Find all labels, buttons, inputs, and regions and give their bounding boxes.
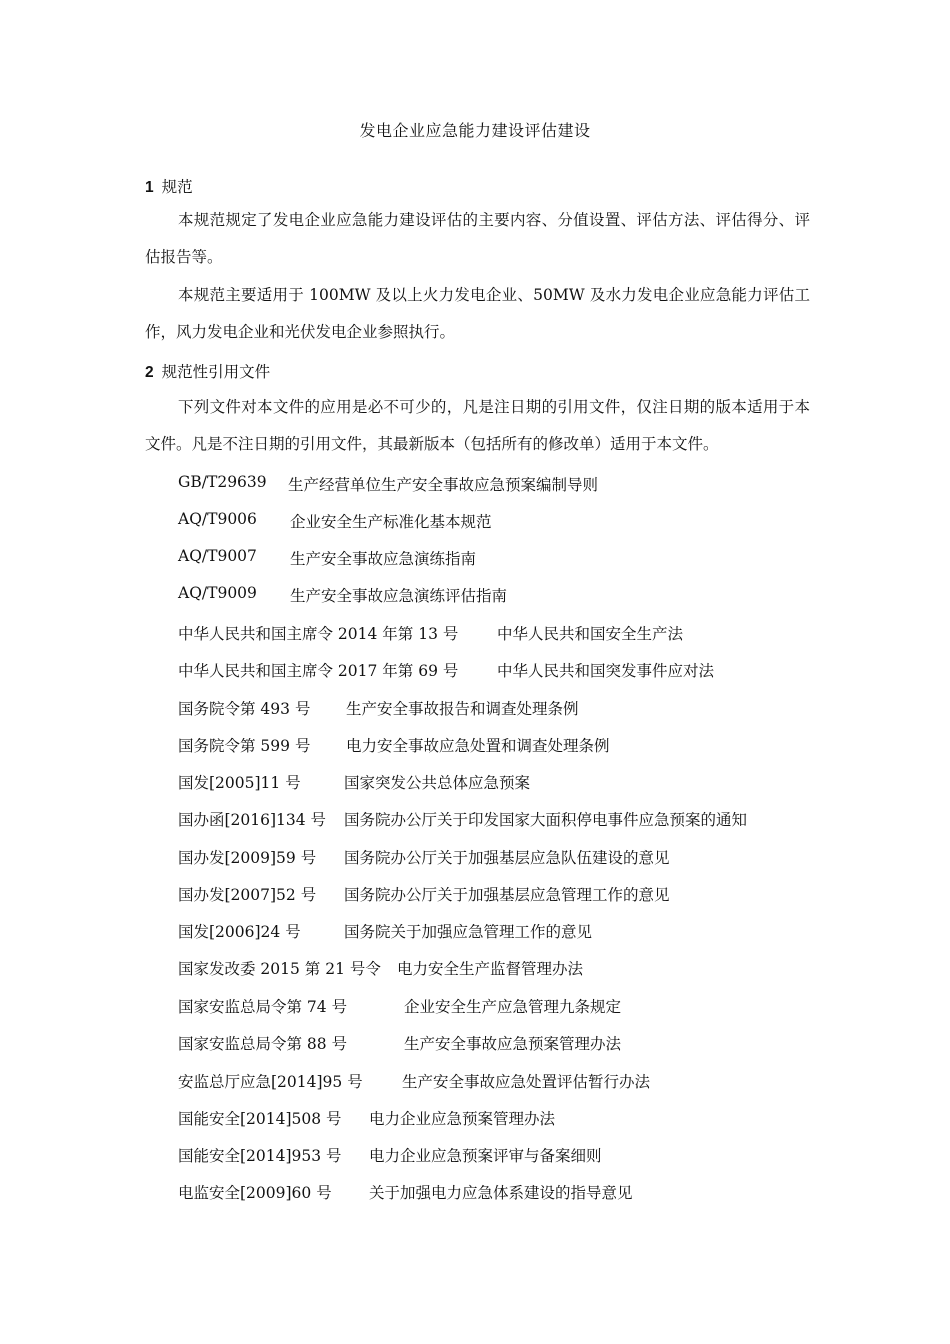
paragraph: 下列文件对本文件的应用是必不可少的，凡是注日期的引用文件，仅注日期的版本适用于本文件。凡是不注日期的引用文件，其最新版本（包括所有的修改单）适用于本文件。 bbox=[145, 398, 810, 453]
section-heading-2 bbox=[145, 360, 270, 382]
reference-item bbox=[178, 920, 593, 942]
reference-title: 中华人民共和国安全生产法 bbox=[497, 625, 684, 643]
reference-title: 生产经营单位生产安全事故应急预案编制导则 bbox=[288, 476, 599, 494]
reference-item bbox=[178, 1032, 622, 1054]
reference-title: 生产安全事故应急演练指南 bbox=[290, 550, 477, 568]
reference-title: 电力企业应急预案评审与备案细则 bbox=[369, 1147, 602, 1165]
reference-title: 国家突发公共总体应急预案 bbox=[344, 774, 531, 792]
reference-item bbox=[178, 697, 579, 719]
reference-item bbox=[178, 957, 584, 979]
reference-item bbox=[178, 659, 715, 681]
reference-title: 电力企业应急预案管理办法 bbox=[369, 1110, 556, 1128]
reference-code: 国发[2005]11 号 bbox=[178, 774, 301, 792]
reference-code: 国家安监总局令第 88 号 bbox=[178, 1035, 348, 1053]
reference-item bbox=[178, 1107, 556, 1129]
reference-item bbox=[178, 808, 748, 830]
reference-code: 中华人民共和国主席令 2014 年第 13 号 bbox=[178, 625, 459, 643]
reference-title: 电力安全事故应急处置和调查处理条例 bbox=[346, 737, 610, 755]
reference-code: AQ/T9006 bbox=[178, 510, 257, 528]
reference-title: 生产安全事故应急预案管理办法 bbox=[404, 1035, 622, 1053]
reference-code: 国能安全[2014]508 号 bbox=[178, 1110, 342, 1128]
reference-code: 国家发改委 2015 第 21 号令 bbox=[178, 960, 381, 978]
section-number: 1 bbox=[145, 179, 154, 196]
section-title: 规范性引用文件 bbox=[161, 363, 271, 381]
section-title: 规范 bbox=[161, 178, 193, 196]
reference-item bbox=[178, 547, 477, 569]
reference-code: AQ/T9007 bbox=[178, 547, 257, 565]
paragraph: 本规范主要适用于 100MW 及以上火力发电企业、50MW 及水力发电企业应急能力评估工作，风力发电企业和光伏发电企业参照执行。 bbox=[145, 286, 810, 341]
reference-title: 国务院关于加强应急管理工作的意见 bbox=[344, 923, 593, 941]
reference-code: 国办发[2009]59 号 bbox=[178, 849, 317, 867]
reference-item bbox=[178, 473, 599, 495]
reference-item bbox=[178, 734, 610, 756]
reference-title: 企业安全生产标准化基本规范 bbox=[290, 513, 492, 531]
paragraph: 本规范规定了发电企业应急能力建设评估的主要内容、分值设置、评估方法、评估得分、评估报告等。 bbox=[145, 211, 810, 266]
reference-code: GB/T29639 bbox=[178, 473, 267, 491]
section-heading-1 bbox=[145, 175, 193, 197]
reference-code: AQ/T9009 bbox=[178, 584, 257, 602]
section-number: 2 bbox=[145, 364, 154, 381]
reference-code: 国务院令第 599 号 bbox=[178, 737, 311, 755]
reference-title: 关于加强电力应急体系建设的指导意见 bbox=[369, 1184, 633, 1202]
reference-code: 国办函[2016]134 号 bbox=[178, 811, 327, 829]
reference-code: 国能安全[2014]953 号 bbox=[178, 1147, 342, 1165]
reference-title: 生产安全事故应急处置评估暂行办法 bbox=[402, 1073, 651, 1091]
reference-item bbox=[178, 771, 531, 793]
reference-item bbox=[178, 1181, 633, 1203]
reference-item bbox=[178, 584, 508, 606]
reference-title: 企业安全生产应急管理九条规定 bbox=[404, 998, 622, 1016]
reference-item bbox=[178, 1144, 602, 1166]
reference-title: 国务院办公厅关于印发国家大面积停电事件应急预案的通知 bbox=[344, 811, 748, 829]
reference-title: 生产安全事故应急演练评估指南 bbox=[290, 587, 508, 605]
reference-title: 生产安全事故报告和调查处理条例 bbox=[346, 700, 579, 718]
reference-code: 国办发[2007]52 号 bbox=[178, 886, 317, 904]
reference-title: 电力安全生产监督管理办法 bbox=[397, 960, 584, 978]
reference-item bbox=[178, 510, 492, 532]
document-title: 发电企业应急能力建设评估建设 bbox=[359, 121, 591, 140]
reference-code: 国发[2006]24 号 bbox=[178, 923, 301, 941]
reference-title: 中华人民共和国突发事件应对法 bbox=[497, 662, 715, 680]
reference-code: 国务院令第 493 号 bbox=[178, 700, 311, 718]
reference-item bbox=[178, 1070, 651, 1092]
reference-item bbox=[178, 883, 670, 905]
reference-code: 安监总厅应急[2014]95 号 bbox=[178, 1073, 363, 1091]
reference-code: 电监安全[2009]60 号 bbox=[178, 1184, 332, 1202]
reference-item bbox=[178, 622, 684, 644]
reference-item bbox=[178, 995, 622, 1017]
reference-code: 中华人民共和国主席令 2017 年第 69 号 bbox=[178, 662, 459, 680]
reference-title: 国务院办公厅关于加强基层应急队伍建设的意见 bbox=[344, 849, 670, 867]
reference-item bbox=[178, 846, 670, 868]
reference-title: 国务院办公厅关于加强基层应急管理工作的意见 bbox=[344, 886, 670, 904]
reference-code: 国家安监总局令第 74 号 bbox=[178, 998, 348, 1016]
